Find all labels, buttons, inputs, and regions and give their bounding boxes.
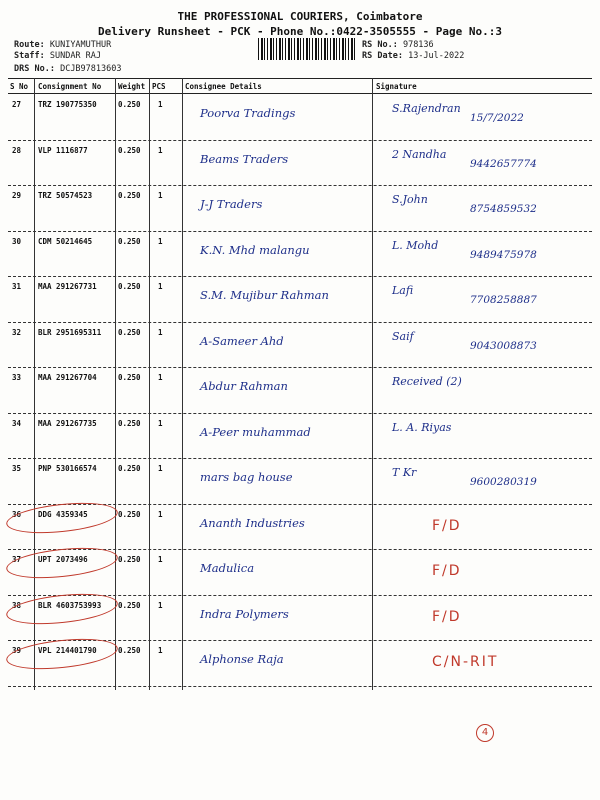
company-title: THE PROFESSIONAL COURIERS, Coimbatore bbox=[177, 10, 423, 23]
drs-label: DRS No.: bbox=[14, 64, 55, 74]
row-divider bbox=[8, 231, 592, 232]
col-header-consignee: Consignee Details bbox=[185, 82, 262, 91]
row-signature-phone: 7708258887 bbox=[470, 294, 537, 306]
row-sno: 35 bbox=[12, 464, 22, 473]
row-consignee: Madulica bbox=[200, 561, 255, 575]
col-header-sno: S No bbox=[10, 82, 29, 91]
row-sno: 32 bbox=[12, 327, 22, 337]
col-header-weight: Weight bbox=[118, 82, 146, 91]
row-weight: 0.250 bbox=[118, 327, 141, 337]
row-consignee: A-Peer muhammad bbox=[200, 424, 311, 439]
row-signature-phone: 9600280319 bbox=[470, 476, 537, 488]
row-signature-phone: 9043008873 bbox=[470, 339, 537, 352]
row-divider bbox=[8, 185, 592, 186]
drs-value: DCJB97813603 bbox=[60, 64, 122, 74]
row-signature: Saif bbox=[392, 329, 414, 343]
staff-line bbox=[14, 51, 101, 61]
row-divider bbox=[8, 686, 592, 687]
rs-date-value: 13-Jul-2022 bbox=[408, 51, 465, 61]
row-pcs: 1 bbox=[158, 418, 163, 428]
row-pcs: 1 bbox=[158, 327, 163, 337]
row-signature: S.John bbox=[392, 193, 428, 206]
row-pcs: 1 bbox=[158, 236, 163, 246]
row-sno: 28 bbox=[12, 145, 22, 155]
row-sno: 31 bbox=[12, 282, 22, 291]
row-weight: 0.250 bbox=[118, 373, 141, 382]
row-signature: Received (2) bbox=[392, 375, 462, 388]
row-signature-phone: 8754859532 bbox=[470, 203, 537, 215]
row-weight: 0.250 bbox=[118, 509, 141, 519]
row-consignment-no: VPL 214401790 bbox=[38, 646, 97, 655]
row-signature: L. Mohd bbox=[392, 238, 439, 252]
row-pcs: 1 bbox=[158, 464, 163, 473]
staff-label: Staff: bbox=[14, 51, 45, 61]
route-value: KUNIYAMUTHUR bbox=[49, 40, 112, 50]
row-weight: 0.250 bbox=[118, 646, 141, 655]
row-consignment-no: TRZ 50574523 bbox=[38, 191, 93, 200]
rs-no-value: 978136 bbox=[402, 40, 434, 50]
col-header-consignment: Consignment No bbox=[38, 82, 102, 91]
row-pcs: 1 bbox=[158, 282, 163, 291]
row-divider bbox=[8, 458, 592, 459]
row-consignment-no: MAA 291267731 bbox=[38, 282, 97, 291]
row-signature: T Kr bbox=[392, 466, 417, 479]
rs-no-label: RS No.: bbox=[362, 40, 398, 50]
row-weight: 0.250 bbox=[118, 555, 141, 564]
row-consignment-no: UPT 2073496 bbox=[38, 555, 88, 564]
rs-date-label: RS Date: bbox=[362, 51, 403, 61]
row-consignment-no: VLP 1116877 bbox=[38, 145, 88, 155]
row-signature-phone: 9489475978 bbox=[470, 248, 537, 261]
row-consignee: S.M. Mujibur Rahman bbox=[200, 288, 329, 302]
row-consignee: Ananth Industries bbox=[200, 515, 305, 530]
row-pcs: 1 bbox=[158, 145, 163, 155]
row-pcs: 1 bbox=[158, 509, 163, 519]
row-divider bbox=[8, 322, 592, 323]
row-signature-phone: 15/7/2022 bbox=[470, 112, 524, 124]
row-signature: C/N-RIT bbox=[432, 654, 499, 670]
row-sno: 33 bbox=[12, 373, 22, 382]
row-weight: 0.250 bbox=[118, 145, 141, 155]
row-weight: 0.250 bbox=[118, 418, 141, 428]
row-signature: F/D bbox=[432, 517, 462, 534]
row-consignee: Poorva Tradings bbox=[200, 106, 296, 120]
row-divider bbox=[8, 276, 592, 277]
row-signature: S.Rajendran bbox=[392, 102, 461, 115]
row-consignment-no: DDG 4359345 bbox=[38, 509, 88, 519]
route-label: Route: bbox=[14, 40, 45, 50]
row-signature: F/D bbox=[432, 608, 462, 625]
row-signature: F/D bbox=[432, 563, 462, 579]
row-sno: 39 bbox=[12, 646, 22, 655]
col-header-pcs: PCS bbox=[152, 82, 166, 91]
row-consignment-no: BLR 4603753993 bbox=[38, 600, 102, 610]
row-sno: 30 bbox=[12, 236, 22, 246]
row-signature: Lafi bbox=[392, 284, 414, 297]
row-pcs: 1 bbox=[158, 100, 163, 109]
row-weight: 0.250 bbox=[118, 236, 141, 246]
runsheet-subtitle: Delivery Runsheet - PCK - Phone No.:0422-3505555 - Page No.:3 bbox=[98, 25, 502, 38]
row-divider bbox=[8, 367, 592, 368]
row-sno: 37 bbox=[12, 555, 22, 564]
row-consignee: K.N. Mhd malangu bbox=[200, 242, 310, 257]
row-pcs: 1 bbox=[158, 191, 163, 200]
col-rule bbox=[149, 78, 150, 690]
row-consignment-no: PNP 530166574 bbox=[38, 464, 97, 473]
row-consignment-no: MAA 291267735 bbox=[38, 418, 97, 428]
col-rule bbox=[182, 78, 183, 690]
row-consignment-no: MAA 291267704 bbox=[38, 373, 97, 382]
table-top-rule bbox=[8, 78, 592, 79]
row-pcs: 1 bbox=[158, 600, 163, 610]
row-signature: 2 Nandha bbox=[392, 147, 447, 161]
row-signature-phone: 9442657774 bbox=[470, 157, 537, 170]
row-consignee: J-J Traders bbox=[200, 197, 263, 211]
row-weight: 0.250 bbox=[118, 464, 141, 473]
row-pcs: 1 bbox=[158, 373, 163, 382]
row-signature: L. A. Riyas bbox=[392, 420, 452, 434]
col-rule bbox=[115, 78, 116, 690]
row-sno: 38 bbox=[12, 600, 22, 610]
row-consignment-no: BLR 2951695311 bbox=[38, 327, 102, 337]
barcode-image bbox=[258, 38, 356, 60]
col-header-signature: Signature bbox=[376, 82, 417, 91]
row-weight: 0.250 bbox=[118, 191, 141, 200]
row-consignment-no: CDM 50214645 bbox=[38, 236, 93, 246]
row-divider bbox=[8, 140, 592, 141]
row-consignee: A-Sameer Ahd bbox=[200, 333, 284, 348]
row-sno: 34 bbox=[12, 418, 22, 428]
row-divider bbox=[8, 413, 592, 414]
row-consignment-no: TRZ 190775350 bbox=[38, 100, 97, 109]
rs-date-line bbox=[362, 51, 464, 61]
row-weight: 0.250 bbox=[118, 282, 141, 291]
row-weight: 0.250 bbox=[118, 100, 141, 109]
staff-value: SUNDAR RAJ bbox=[49, 51, 102, 61]
page-circle-mark: 4 bbox=[476, 724, 494, 742]
row-pcs: 1 bbox=[158, 555, 163, 564]
route-line bbox=[14, 40, 111, 50]
col-rule bbox=[372, 78, 373, 690]
row-consignee: mars bag house bbox=[200, 470, 293, 484]
row-consignee: Abdur Rahman bbox=[200, 379, 288, 393]
row-weight: 0.250 bbox=[118, 600, 141, 610]
row-pcs: 1 bbox=[158, 646, 163, 655]
table-header-rule bbox=[8, 93, 592, 94]
row-consignee: Alphonse Raja bbox=[200, 652, 284, 666]
row-consignee: Beams Traders bbox=[200, 151, 289, 166]
row-sno: 27 bbox=[12, 100, 22, 109]
rs-no-line bbox=[362, 40, 434, 50]
row-sno: 29 bbox=[12, 191, 22, 200]
row-consignee: Indra Polymers bbox=[200, 606, 289, 621]
drs-line bbox=[14, 64, 122, 74]
row-sno: 36 bbox=[12, 509, 22, 519]
